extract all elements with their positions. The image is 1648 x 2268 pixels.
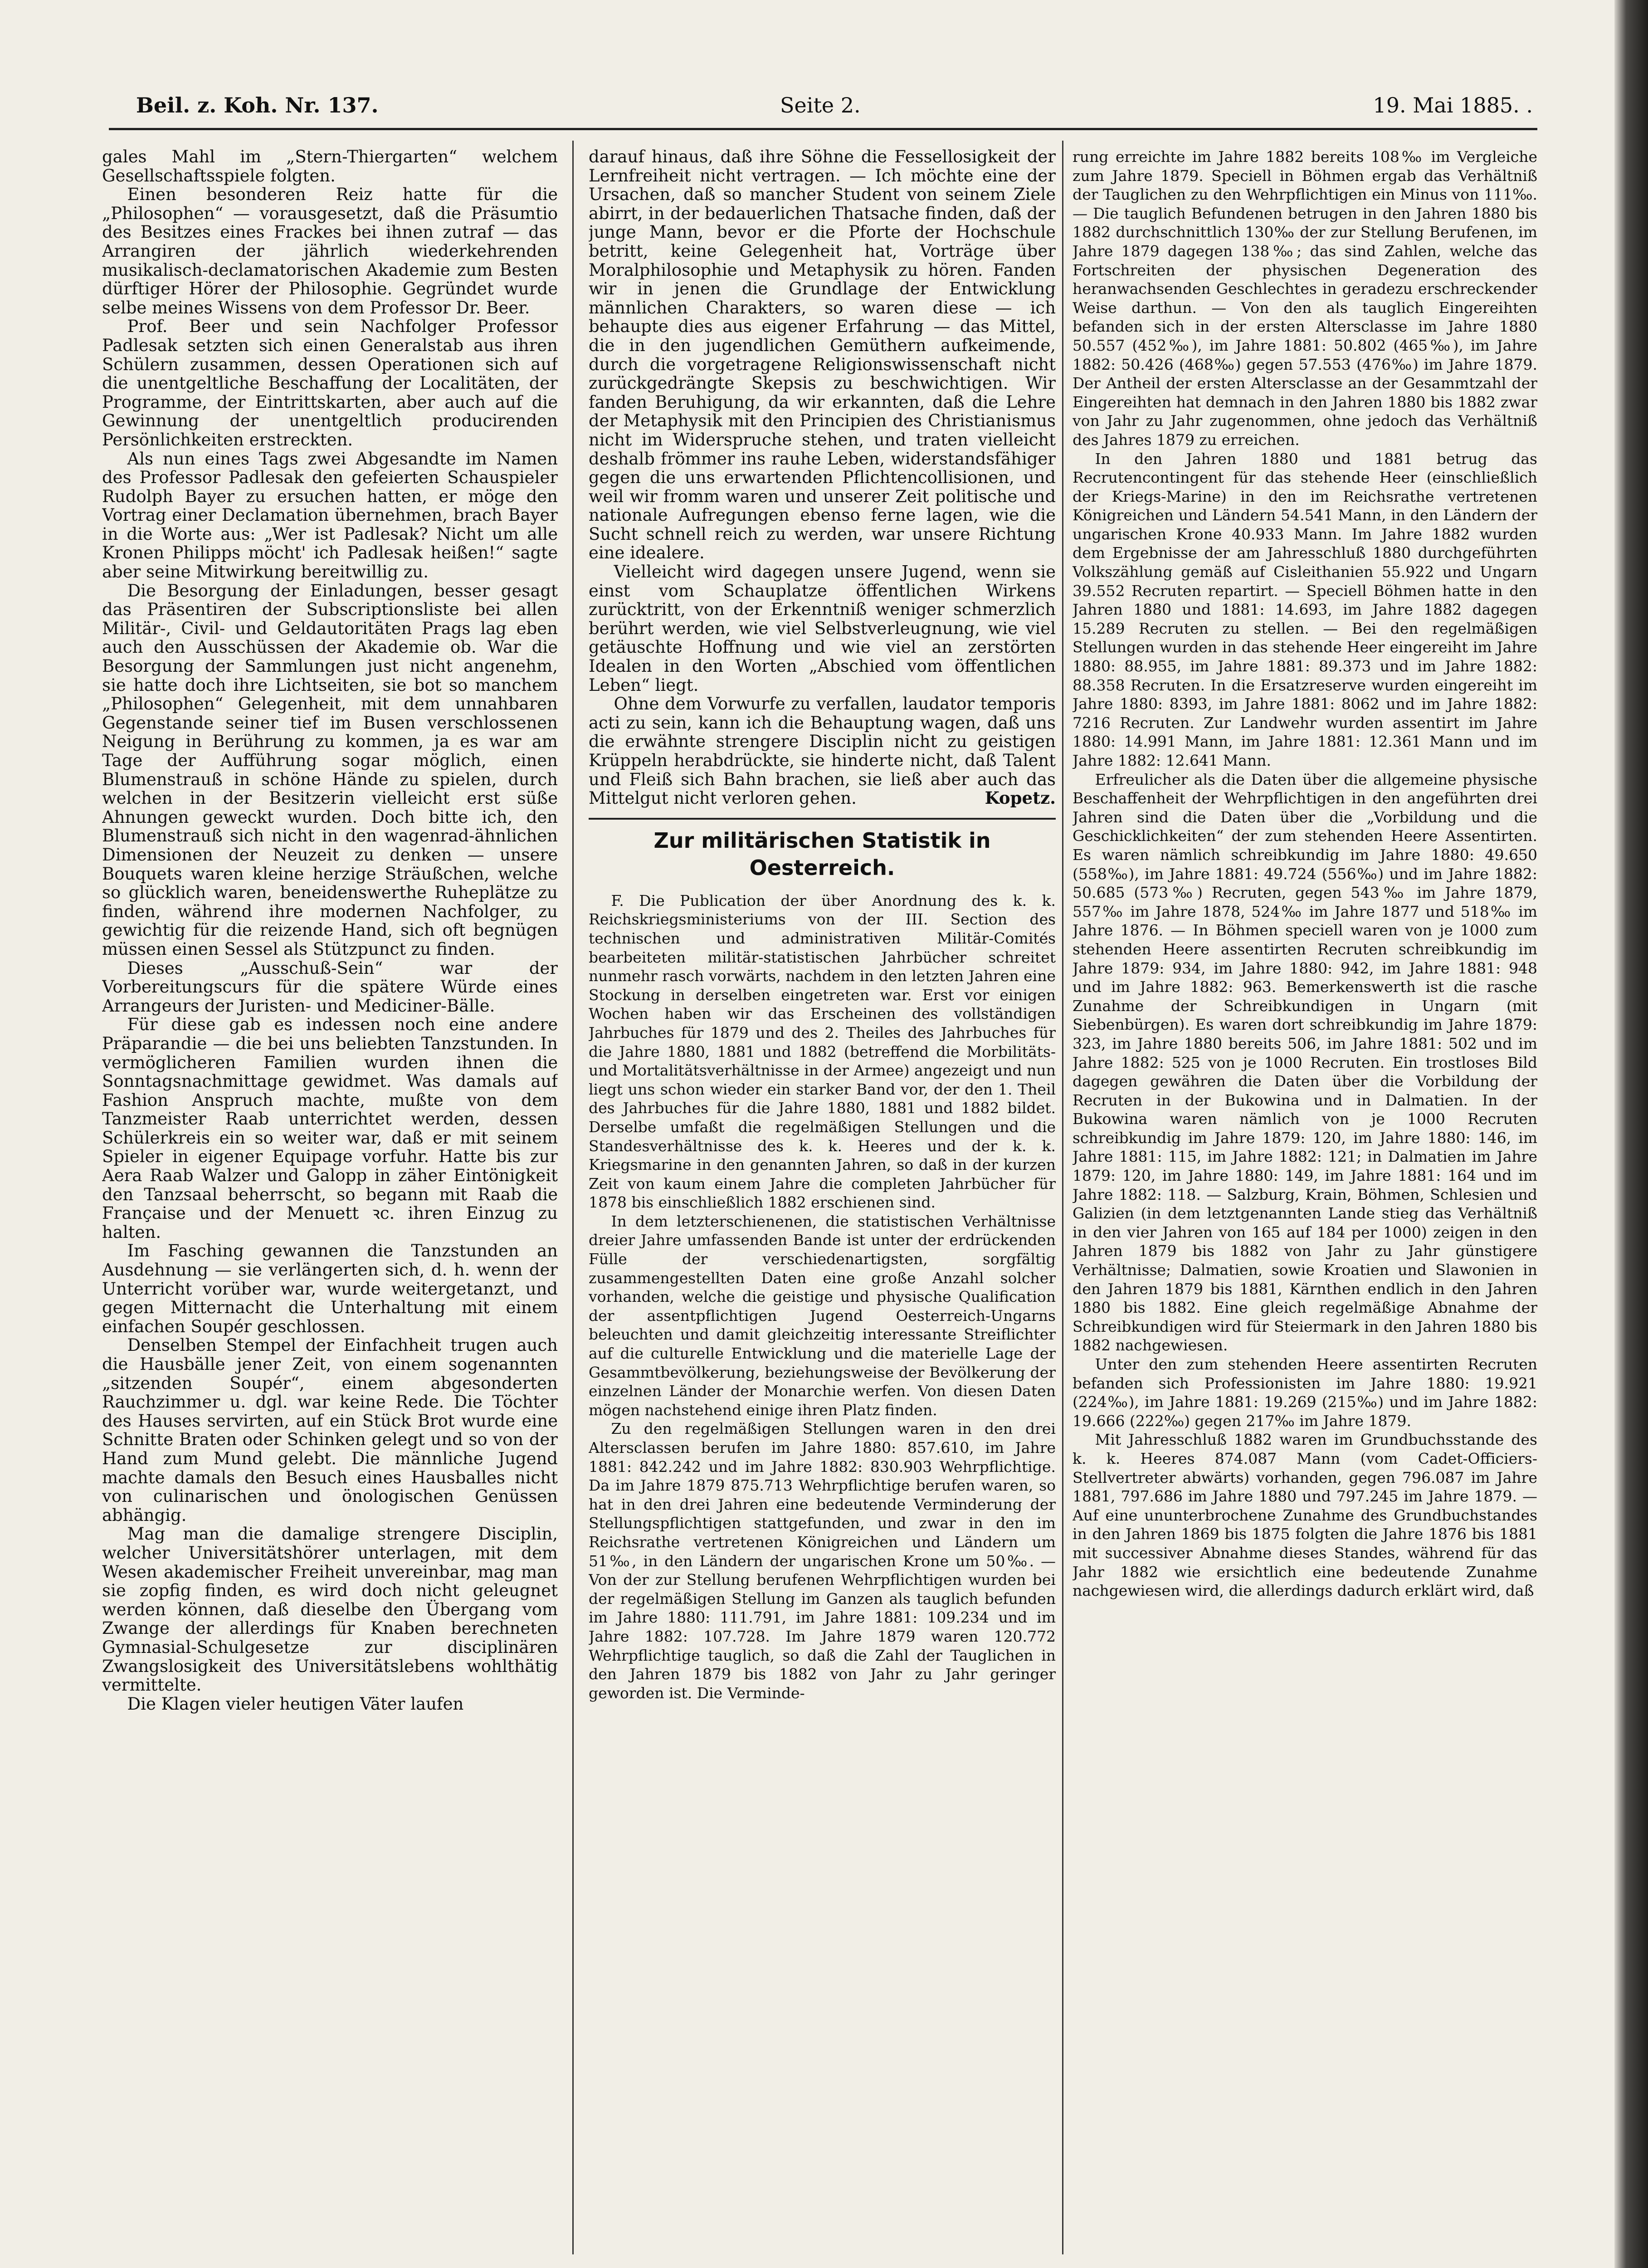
- paragraph: Prof. Beer und sein Nachfolger Professor Padlesak setzten sich einen Generalstab aus ihren Schülern zusammen, dessen Operationen sich auf die unentgeltliche Beschaffung der Localitäten, der Programme, der Eintrittskarten, aber auch auf die Gewinnung der unentgeltlich producirenden Persönlichkeiten erstreckten.: [102, 317, 558, 450]
- paragraph: Mit Jahresschluß 1882 waren im Grundbuchsstande des k. k. Heeres 874.087 Mann (vom Cadet-Officiers-Stellvertreter abwärts) vorhanden, gegen 796.087 im Jahre 1881, 797.686 im Jahre 1880 und 797.245 im Jahre 1879. — Auf eine ununterbrochene Zunahme des Grundbuchstandes in den Jahren 1869 bis 1875 folgten die Jahre 1876 bis 1881 mit successiver Abnahme dieses Standes, während für das Jahr 1882 wie ersichtlich eine bedeutende Zunahme nachgewiesen wird, die allerdings dadurch erklärt wird, daß: [1073, 1431, 1537, 1600]
- paragraph: Die Klagen vieler heutigen Väter laufen: [127, 1694, 464, 1714]
- article-title: Zur militärischen Statistik in Oesterreich.: [653, 828, 991, 880]
- paragraph: Die Besorgung der Einladungen, besser gesagt das Präsentiren der Subscriptionsliste bei allen Militär-, Civil- und Geldautoritäten Prags lag eben auch den Ausschüssen der Akademie ob. War die Besorgung der Sammlungen just nicht angenehm, sie hatte doch ihre Lichtseiten, sie bot so manchem „Philosophen“ Gelegenheit, mit dem unnahbaren Gegenstande seiner tief im Busen verschlossenen Neigung in Berührung zu kommen, ja es war am Tage der Aufführung sogar möglich, einen Blumenstrauß in schöne Hände zu spielen, durch welchen in der Besitzerin vielleicht erst süße Ahnungen geweckt wurden. Doch bitte ich, den Blumenstrauß sich nicht in den wagenrad-ähnlichen Dimensionen der Neuzeit zu denken — unsere Bouquets waren kleine herzige Sträußchen, welche so glücklich waren, beneidenswerthe Ruheplätze zu finden, während ihre modernen Nachfolger, zu gewichtig für die reizende Hand, sich oft begnügen müssen einen Sessel als Stützpunct zu finden.: [102, 581, 558, 959]
- paragraph: Als nun eines Tags zwei Abgesandte im Namen des Professor Padlesak den gefeierten Schauspieler Rudolph Bayer zu ersuchen hatten, er möge den Vortrag einer Declamation übernehmen, brach Bayer in die Worte aus: „Wer ist Padlesak? Nicht um alle Kronen Philipps möcht' ich Padlesak heißen!“ sagte aber seine Mitwirkung bereitwillig zu.: [102, 449, 558, 582]
- paragraph: Mag man die damalige strengere Disciplin, welcher Universitätshörer unterlagen, mit dem Wesen akademischer Freiheit unvereinbar, mag man sie zopfig finden, es wird doch nicht geleugnet werden können, daß dieselbe den Übergang vom Zwange der allerdings für Knaben berechneten Gymnasial-Schulgesetze zur disciplinären Zwangslosigkeit des Universitätslebens wohlthätig vermittelte.: [102, 1524, 558, 1695]
- column-2: [589, 147, 1056, 2252]
- header-date: 19. Mai 1885. .: [1373, 93, 1533, 117]
- paragraph: In dem letzterschienenen, die statistischen Verhältnisse dreier Jahre umfassenden Bande ist unter der erdrückenden Fülle der verschiedenartigsten, sorgfältig zusammengestellten Daten eine große Anzahl solcher vorhanden, welche die geistige und physische Qualification der assentpflichtigen Jugend Oesterreich-Ungarns beleuchten und damit gleichzeitig interessante Streiflichter auf die culturelle Entwicklung und die materielle Lage der Gesammtbevölkerung, beziehungsweise der Bevölkerung der einzelnen Länder der Monarchie werfen. Von diesen Daten mögen nachstehend einige ihren Platz finden.: [589, 1212, 1056, 1419]
- paragraph: Zu den regelmäßigen Stellungen waren in den drei Altersclassen berufen im Jahre 1880: 857.610, im Jahre 1881: 842.242 und im Jahre 1882: 830.903 Wehrpflichtige. Da im Jahre 1879 875.713 Wehrpflichtige berufen waren, so hat in den drei Jahren eine bedeutende Verminderung der Stellungspflichtigen stattgefunden, und zwar in den im Reichsrathe vertretenen Königreichen und Ländern um 51‰, in den Ländern der ungarischen Krone um 50‰. — Von der zur Stellung berufenen Wehrpflichtigen wurden bei der regelmäßigen Stellung im Ganzen als tauglich befunden im Jahre 1880: 111.791, im Jahre 1881: 109.234 und im Jahre 1882: 107.728. Im Jahre 1879 waren 120.772 Wehrpflichtige tauglich, so daß die Zahl der Tauglichen in den Jahren 1879 bis 1882 von Jahr zu Jahr geringer geworden ist. Die Verminde-: [589, 1420, 1056, 1702]
- page-binding-edge: [1614, 0, 1648, 2268]
- paragraph: Einen besonderen Reiz hatte für die „Philosophen“ — vorausgesetzt, daß die Präsumtio des Besitzes eines Frackes bei ihnen zutraf — das Arrangiren der jährlich wiederkehrenden musikalisch-declamatorischen Akademie zum Besten dürftiger Hörer der Philosophie. Gegründet wurde selbe meines Wissens von dem Professor Dr. Beer.: [102, 185, 558, 318]
- column-1: [102, 147, 558, 2252]
- paragraph: In den Jahren 1880 und 1881 betrug das Recrutencontingent für das stehende Heer (einschließlich der Kriegs-Marine) in den im Reichsrathe vertretenen Königreichen und Ländern 54.541 Mann, in den Ländern der ungarischen Krone 40.933 Mann. Im Jahre 1882 wurden dem Ergebnisse der am Jahresschluß 1880 durchgeführten Volkszählung gemäß auf Cisleithanien 55.922 und Ungarn 39.552 Recruten repartirt. — Speciell Böhmen hatte in den Jahren 1880 und 1881: 14.693, im Jahre 1882 dagegen 15.289 Recruten zu stellen. — Bei den regelmäßigen Stellungen wurden in das stehende Heer eingereiht im Jahre 1880: 88.955, im Jahre 1881: 89.373 und im Jahre 1882: 88.358 Recruten. In die Ersatzreserve wurden eingereiht im Jahre 1880: 8393, im Jahre 1881: 8062 und im Jahre 1882: 7216 Recruten. Zur Landwehr wurden assentirt im Jahre 1880: 14.991 Mann, im Jahre 1881: 12.361 Mann und im Jahre 1882: 12.641 Mann.: [1073, 450, 1537, 769]
- column-divider: [572, 141, 574, 2254]
- page-header: [136, 93, 1533, 125]
- paragraph: darauf hinaus, daß ihre Söhne die Fessellosigkeit der Lernfreiheit nicht vertragen. — Ich möchte eine der Ursachen, daß so mancher Student von seinem Ziele abirrt, in der bedauerlichen Thatsache finden, daß der junge Mann, bevor er die Pforte der Hochschule betritt, keine Gelegenheit hat, Vorträge über Moralphilosophie und Metaphysik zu hören. Fanden wir in jenen die Grundlage der Entwicklung männlichen Charakters, so waren diese — ich behaupte dies aus eigener Erfahrung — das Mittel, die in den jugendlichen Gemüthern aufkeimende, durch die vorgetragene Religionswissenschaft nicht zurückgedrängte Skepsis zu beschwichtigen. Wir fanden Beruhigung, da wir erkannten, daß die Lehre der Metaphysik mit den Principien des Christianismus nicht im Widerspruche stehen, und traten vielleicht deshalb frömmer ins rauhe Leben, widerstandsfähiger gegen die uns erwartenden Pflichtencollisionen, und weil wir fromm waren und unserer Zeit politische und nationale Aufregungen ebenso ferne lagen, wie die Sucht schnell reich zu werden, war unsere Richtung eine idealere.: [589, 147, 1056, 563]
- paragraph: Ohne dem Vorwurfe zu verfallen, laudator temporis acti zu sein, kann ich die Behauptung wagen, daß uns die erwähnte strengere Disciplin nicht zu geistigen Krüppeln herabdrückte, sie hinderte nicht, daß Talent und Fleiß sich Bahn brachen, sie ließ aber auch das Mittelgut nicht verloren gehen.: [589, 694, 1056, 808]
- paragraph: Denselben Stempel der Einfachheit trugen auch die Hausbälle jener Zeit, von einem sogenannten „sitzenden Soupér“, einem abgesonderten Rauchzimmer u. dgl. war keine Rede. Die Töchter des Hauses servirten, auf ein Stück Brot wurde eine Schnitte Braten oder Schinken gelegt und so von der Hand zum Mund gelebt. Die männliche Jugend machte damals den Besuch eines Hausballes nicht von culinarischen und önologischen Genüssen abhängig.: [102, 1335, 558, 1525]
- paragraph: Dieses „Ausschuß-Sein“ war der Vorbereitungscurs für die spätere Würde eines Arrangeurs der Juristen- und Mediciner-Bälle.: [102, 958, 558, 1016]
- paragraph: rung erreichte im Jahre 1882 bereits 108‰ im Vergleiche zum Jahre 1879. Speciell in Böhmen ergab das Verhältniß der Tauglichen zu den Wehrpflichtigen ein Minus von 111‰. — Die tauglich Befundenen betrugen in den Jahren 1880 bis 1882 durchschnittlich 130‰ der zur Stellung Berufenen, im Jahre 1879 dagegen 138‰; das sind Zahlen, welche das Fortschreiten der physischen Degeneration des heranwachsenden Geschlechtes in geradezu erschreckender Weise darthun. — Von den als tauglich Eingereihten befanden sich in der ersten Altersclasse im Jahre 1880 50.557 (452‰), im Jahre 1881: 50.802 (465‰), im Jahre 1882: 50.426 (468‰) gegen 57.553 (476‰) im Jahre 1879. Der Antheil der ersten Altersclasse an der Gesammtzahl der Eingereihten hat demnach in den Jahren 1880 bis 1882 zwar von Jahr zu Jahr zugenommen, ohne jedoch das Verhältniß des Jahres 1879 zu erreichen.: [1073, 148, 1537, 449]
- column-3: [1073, 147, 1537, 2252]
- header-rule: [109, 128, 1537, 130]
- paragraph: gales Mahl im „Stern-Thiergarten“ welchem Gesellschaftsspiele folgten.: [102, 147, 558, 186]
- column-divider: [1062, 141, 1063, 2254]
- paragraph: Unter den zum stehenden Heere assentirten Recruten befanden sich Professionisten im Jahre 1880: 19.921 (224‰), im Jahre 1881: 19.269 (215‰) und im Jahre 1882: 19.666 (222‰) gegen 217‰ im Jahre 1879.: [1073, 1355, 1537, 1430]
- header-issue: Beil. z. Koh. Nr. 137.: [136, 93, 379, 117]
- paragraph: Vielleicht wird dagegen unsere Jugend, wenn sie einst vom Schauplatze öffentlichen Wirkens zurücktritt, von der Erkenntniß weniger schmerzlich berührt werden, wie viel Selbstverleugnung, wie viel getäuschte Hoffnung und wie viel an zerstörten Idealen in den Worten „Abschied vom öffentlichen Leben“ liegt.: [589, 562, 1056, 695]
- paragraph: Im Fasching gewannen die Tanzstunden an Ausdehnung — sie verlängerten sich, d. h. wenn der Unterricht vorüber war, wurde weitergetanzt, und gegen Mitternacht die Unterhaltung mit einem einfachen Soupér geschlossen.: [102, 1241, 558, 1336]
- author-signature: Kopetz.: [985, 788, 1056, 808]
- paragraph: F. Die Publication der über Anordnung des k. k. Reichskriegsministeriums von der III. Section des technischen und administrativen Militär-Comités bearbeiteten militär-statistischen Jahrbücher schreitet nunmehr rasch vorwärts, nachdem in den letzten Jahren eine Stockung in derselben eingetreten war. Erst vor einigen Wochen haben wir das Erscheinen des vollständigen Jahrbuches für 1879 und des 2. Theiles des Jahrbuches für die Jahre 1880, 1881 und 1882 (betreffend die Morbilitäts- und Mortalitätsverhältnisse in der Armee) angezeigt und nun liegt uns schon wieder ein starker Band vor, der den 1. Theil des Jahrbuches für die Jahre 1880, 1881 und 1882 bildet. Derselbe umfaßt die regelmäßigen Stellungen und die Standesverhältnisse des k. k. Heeres und der k. k. Kriegsmarine in den genannten Jahren, so daß in der kurzen Zeit von kaum einem Jahre die completen Jahrbücher für 1878 bis einschließlich 1882 erschienen sind.: [589, 891, 1056, 1212]
- section-rule: [589, 818, 1056, 820]
- paragraph: Erfreulicher als die Daten über die allgemeine physische Beschaffenheit der Wehrpflichtigen in den angeführten drei Jahren sind die Daten über die „Vorbildung und die Geschicklichkeiten“ der zum stehenden Heere Assentirten. Es waren nämlich schreibkundig im Jahre 1880: 49.650 (558‰), im Jahre 1881: 49.724 (556‰) und im Jahre 1882: 50.685 (573‰) Recruten, gegen 543‰ im Jahre 1879, 557‰ im Jahre 1878, 524‰ im Jahre 1877 und 518‰ im Jahre 1876. — In Böhmen speciell waren von je 1000 zum stehenden Heere assentirten Recruten schreibkundig im Jahre 1879: 934, im Jahre 1880: 942, im Jahre 1881: 948 und im Jahre 1882: 963. Bemerkenswerth ist die rasche Zunahme der Schreibkundigen in Ungarn (mit Siebenbürgen). Es waren dort schreibkundig im Jahre 1879: 323, im Jahre 1880 bereits 506, im Jahre 1881: 502 und im Jahre 1882: 525 von je 1000 Recruten. Ein trostloses Bild dagegen gewähren die Daten über die Vorbildung der Recruten in der Bukowina und in Dalmatien. In der Bukowina waren nämlich von je 1000 Recruten schreibkundig im Jahre 1879: 120, im Jahre 1880: 146, im Jahre 1881: 115, im Jahre 1882: 121; in Dalmatien im Jahre 1879: 120, im Jahre 1880: 149, im Jahre 1881: 164 und im Jahre 1882: 118. — Salzburg, Krain, Böhmen, Schlesien und Galizien (in dem letztgenannten Lande stieg das Verhältniß in den vier Jahren von 165 auf 184 per 1000) zeigen in den Jahren 1879 bis 1882 von Jahr zu Jahr günstigere Verhältnisse; Dalmatien, sowie Kroatien und Slawonien in den Jahren 1879 bis 1881, Kärnthen endlich in den Jahren 1880 bis 1882. Eine gleich regelmäßige Abnahme der Schreibkundigen wird für Steiermark in den Jahren 1880 bis 1882 nachgewiesen.: [1073, 770, 1537, 1354]
- header-page-number: Seite 2.: [780, 93, 861, 117]
- paragraph: Für diese gab es indessen noch eine andere Präparandie — die bei uns beliebten Tanzstunden. In vermöglicheren Familien wurden ihnen die Sonntagsnachmittage gewidmet. Was damals auf Fashion Anspruch machte, mußte von dem Tanzmeister Raab unterrichtet werden, dessen Schülerkreis ein so weiter war, daß er mit seinem Spieler in eigener Equipage vorfuhr. Hatte bis zur Aera Raab Walzer und Galopp in zäher Eintönigkeit den Tanzsaal beherrscht, so begann mit Raab die Française und der Menuett ꝛc. ihren Einzug zu halten.: [102, 1015, 558, 1242]
